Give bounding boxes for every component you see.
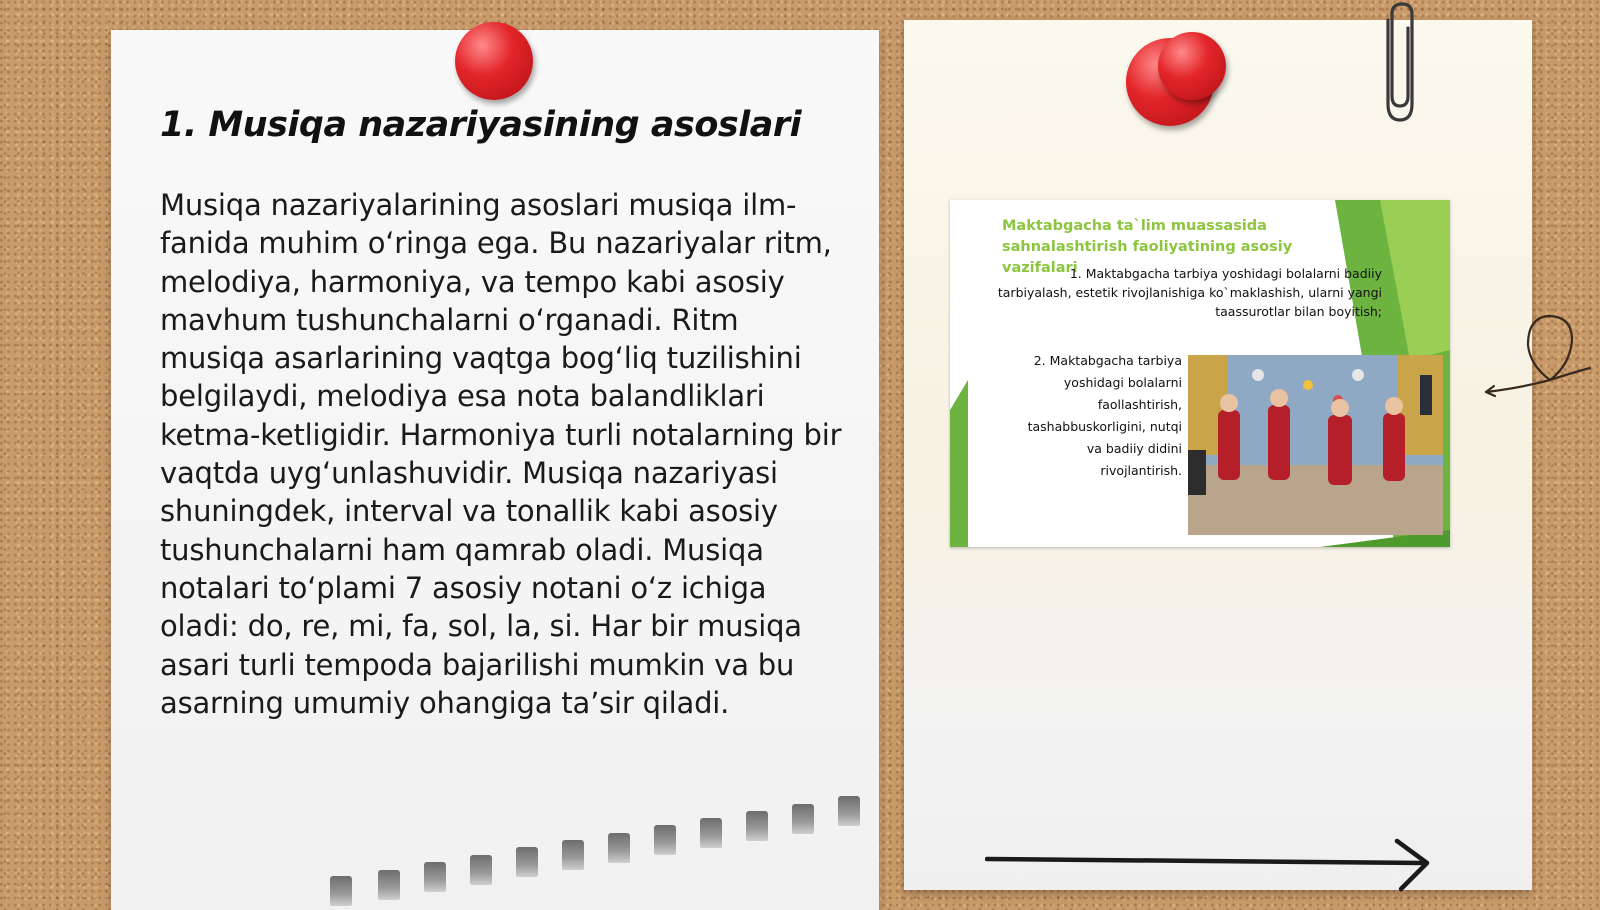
tear-tab — [378, 870, 400, 900]
section-body-text: Musiqa nazariyalarining asoslari musiqa ilm-fanida muhim o‘ringa ega. Bu nazariyalar ritm, melodiya, harmoniya, va tempo kabi asosiy mavhum tushunchalarni o‘rganadi. Ritm musiqa asarlarining vaqtga bog‘liq tuzilishini belgilaydi, melodiya esa nota balandliklari ketma-ketligidir. Harmoniya turli notalarning bir vaqtda uyg‘unlashuvidir. Musiqa nazariyasi shuningdek, interval va tonallik kabi asosiy tushunchalarni ham qamrab oladi. Musiqa notalari to‘plami 7 asosiy notani o‘z ichiga oladi: do, re, mi, fa, sol, la, si. Har bir musiqa asari turli tempoda bajarilishi mumkin va bu asarning umumiy ohangiga ta’sir qiladi. — [160, 188, 842, 720]
tear-tab — [608, 833, 630, 863]
children-dancing-photo — [1188, 355, 1443, 535]
tear-tab — [562, 840, 584, 870]
tear-tab — [792, 804, 814, 834]
tear-tab — [424, 862, 446, 892]
tear-tab — [330, 876, 352, 906]
notebook-tear-tabs — [300, 800, 880, 900]
slide-point-2: 2. Maktabgacha tarbiya yoshidagi bolalarni faollashtirish, tashabbuskorligini, nutqi va badiiy didini rivojlantirish. — [1027, 353, 1182, 478]
push-pin-icon — [455, 22, 533, 100]
slide-title: Maktabgacha ta`lim muassasida sahnalashtirish faoliyatining asosiy vazifalari — [1002, 218, 1293, 276]
push-pin-icon — [1158, 32, 1226, 100]
tear-tab — [470, 855, 492, 885]
paperclip-icon — [1378, 0, 1422, 126]
slide-point-1: 1. Maktabgacha tarbiya yoshidagi bolalarni badiiy tarbiyalash, estetik rivojlanishiga ko`maklashish, ularni yangi taassurotlar bilan boyitish; — [997, 266, 1382, 319]
tear-tab — [746, 811, 768, 841]
tear-tab — [700, 818, 722, 848]
loop-doodle-icon — [1480, 310, 1600, 405]
tear-tab — [838, 796, 860, 826]
embedded-slide-image — [950, 200, 1450, 547]
section-title: 1. Musiqa nazariyasining asoslari — [160, 105, 802, 145]
arrow-right-icon — [985, 835, 1445, 895]
tear-tab — [516, 847, 538, 877]
tear-tab — [654, 825, 676, 855]
